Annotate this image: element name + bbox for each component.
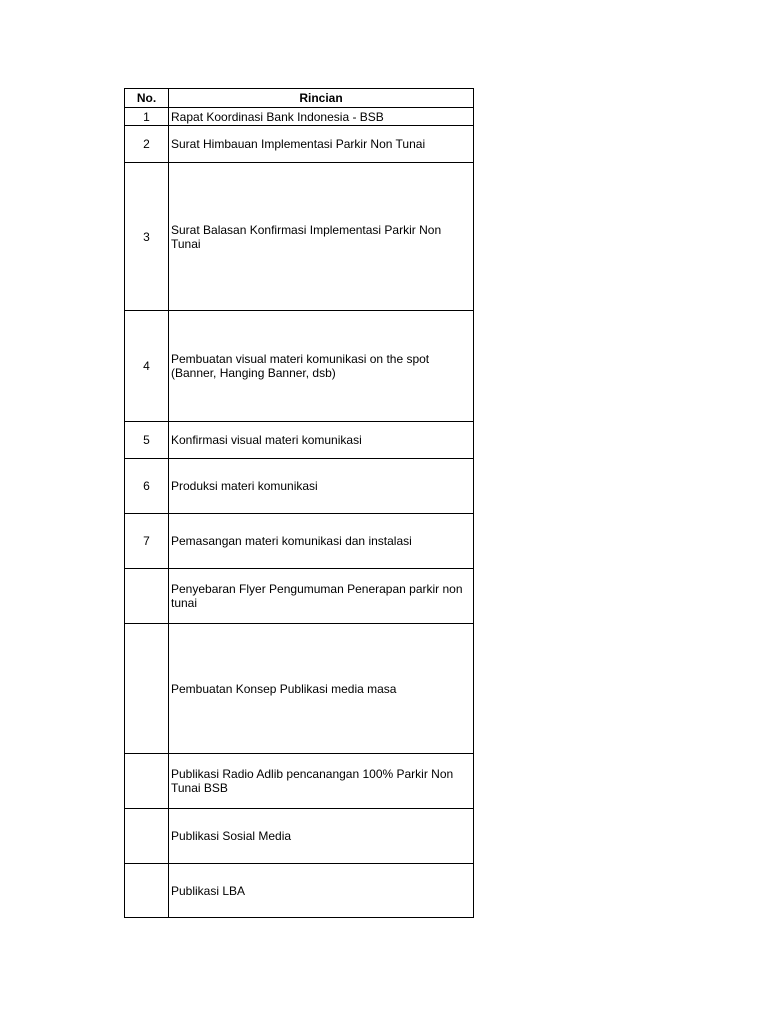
table-row <box>125 459 474 514</box>
row-description: Rapat Koordinasi Bank Indonesia - BSB <box>169 108 474 126</box>
table-row <box>125 809 474 864</box>
row-number: 4 <box>125 311 169 422</box>
table-row <box>125 108 474 126</box>
row-number: 7 <box>125 514 169 569</box>
table-row <box>125 126 474 163</box>
row-number: 5 <box>125 422 169 459</box>
row-description: Publikasi Radio Adlib pencanangan 100% Parkir Non Tunai BSB <box>169 754 474 809</box>
row-number <box>125 809 169 864</box>
header-rincian: Rincian <box>169 89 474 108</box>
row-number: 3 <box>125 163 169 311</box>
table-row <box>125 514 474 569</box>
table-row <box>125 422 474 459</box>
row-number <box>125 624 169 754</box>
row-number: 6 <box>125 459 169 514</box>
row-description: Pemasangan materi komunikasi dan instalasi <box>169 514 474 569</box>
table-row <box>125 864 474 918</box>
row-number <box>125 864 169 918</box>
row-description: Konfirmasi visual materi komunikasi <box>169 422 474 459</box>
rincian-table <box>124 88 474 918</box>
row-description: Produksi materi komunikasi <box>169 459 474 514</box>
table-header-row <box>125 89 474 108</box>
row-number: 2 <box>125 126 169 163</box>
row-description: Pembuatan Konsep Publikasi media masa <box>169 624 474 754</box>
row-number <box>125 754 169 809</box>
row-description: Publikasi LBA <box>169 864 474 918</box>
row-number: 1 <box>125 108 169 126</box>
table-row <box>125 311 474 422</box>
row-description: Penyebaran Flyer Pengumuman Penerapan parkir non tunai <box>169 569 474 624</box>
row-description: Surat Himbauan Implementasi Parkir Non Tunai <box>169 126 474 163</box>
header-no: No. <box>125 89 169 108</box>
table-row <box>125 163 474 311</box>
row-number <box>125 569 169 624</box>
row-description: Publikasi Sosial Media <box>169 809 474 864</box>
table-row <box>125 569 474 624</box>
table-row <box>125 624 474 754</box>
table-row <box>125 754 474 809</box>
row-description: Surat Balasan Konfirmasi Implementasi Parkir Non Tunai <box>169 163 474 311</box>
row-description: Pembuatan visual materi komunikasi on the spot (Banner, Hanging Banner, dsb) <box>169 311 474 422</box>
